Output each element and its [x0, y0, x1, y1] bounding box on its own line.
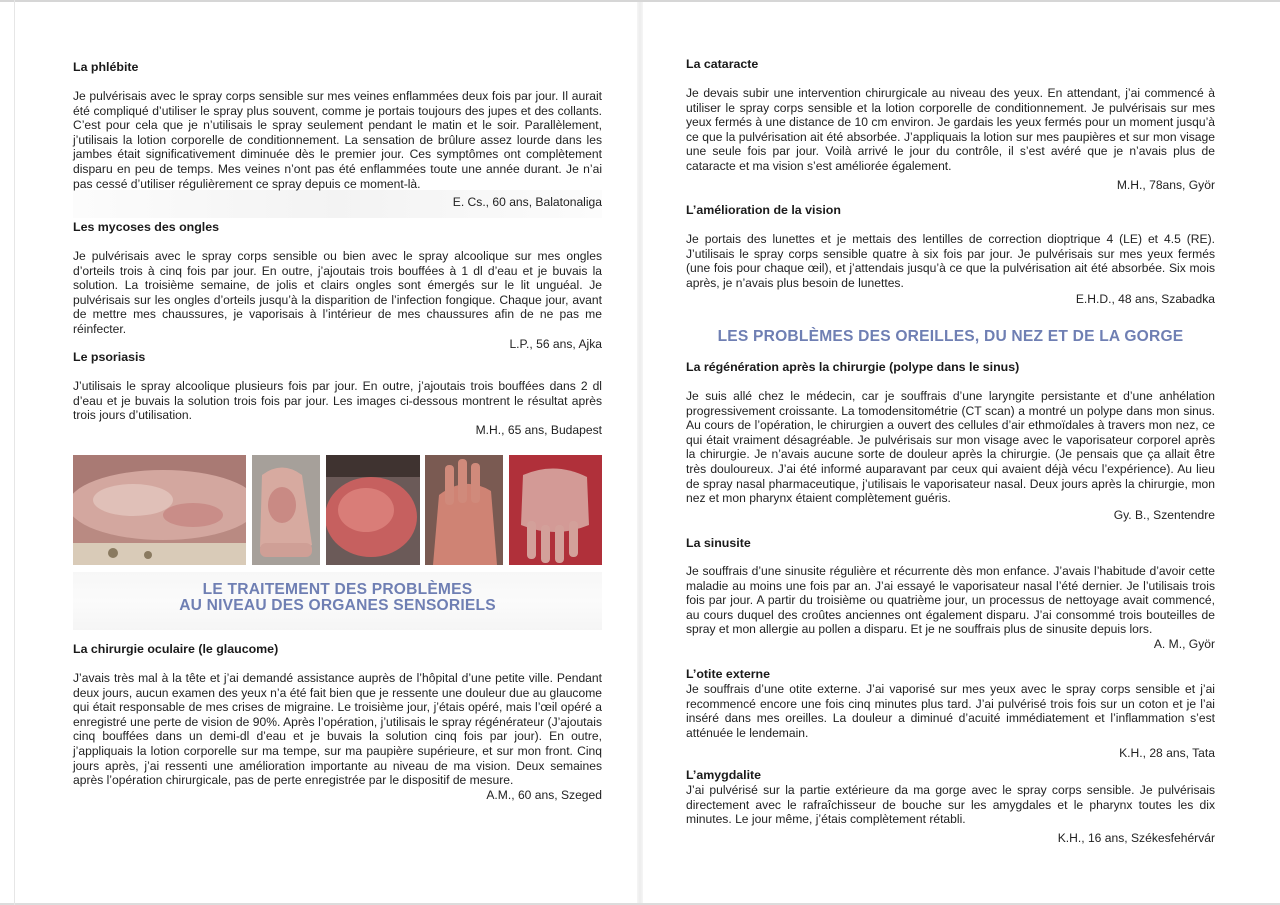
- section-title: L’amygdalite: [686, 768, 762, 782]
- testimonial-signature: M.H., 65 ans, Budapest: [475, 422, 602, 437]
- testimonial-text: J’utilisais le spray alcoolique plusieurs fois par jour. En outre, j’ajoutais trois bouffées dans 2 dl d’eau et je buvais la solution trois fois par jour. Les images ci-dessous montrent le résultat après trois jours d’utilisation.: [73, 379, 602, 423]
- testimonial-otitis: [686, 667, 1215, 761]
- section-title: L’amélioration de la vision: [686, 203, 841, 217]
- section-heading-line1: LE TRAITEMENT DES PROBLÈMES: [202, 581, 473, 598]
- testimonial-signature: A.M., 60 ans, Szeged: [486, 787, 602, 802]
- section-title: Le psoriasis: [73, 350, 146, 364]
- testimonial-cataract: [686, 57, 1215, 193]
- testimonial-nail-fungus: [73, 220, 602, 352]
- testimonial-vision: [686, 203, 1215, 307]
- testimonial-text: Je souffrais d’une otite externe. J’ai vaporisé sur mes yeux avec le spray corps sensible et j’ai recommencé encore une fois cinq minutes plus tard. J’ai pulvérisé trois fois sur un coton et je l’ai inséré dans mes oreilles. La douleur a diminué d’acuité immédiatement et l’inflammation s’est atténuée le lendemain.: [686, 682, 1215, 740]
- testimonial-sinus-polyp: [686, 360, 1215, 523]
- psoriasis-photo-strip: [73, 455, 602, 565]
- testimonial-text: J’avais très mal à la tête et j’ai demandé assistance auprès de l’hôpital d’une petite ville. Pendant deux jours, aucun examen des yeux n’a été fait bien que je ressente une douleur due au glaucome qui était responsable de mes crises de migraine. Le troisième jour, j’étais opéré, mais l’œil opéré a enregistré une perte de vision de 90%. Après l’opération, j’utilisais le spray régénérateur (J’ajoutais cinq bouffées dans un demi-dl d’eau et je buvais la solution cinq fois par jour). En outre, j’appliquais la lotion corporelle sur ma tempe, sur ma paupière supérieure, et sur mon front. Cinq jours après, j’ai ressenti une amélioration importante au niveau de ma vision. Deux semaines après l’opération chirurgicale, pas de perte enregistrée par le dispositif de mesure.: [73, 671, 602, 788]
- section-title: La régénération après la chirurgie (polype dans le sinus): [686, 360, 1020, 374]
- testimonial-text: Je souffrais d’une sinusite régulière et récurrente dès mon enfance. J’avais l’habitude d’avoir cette maladie au moins une fois par an. J’ai essayé le vaporisateur nasal l’été dernier. Je l’utilisais trois fois par jour. A partir du troisième ou quatrième jour, un processus de nettoyage avait commencé, au cours duquel des croûtes anciennes ont également disparu. J’ai consommé trois bouteilles de spray et mon allergie au pollen a disparu. Et je ne souffrais plus de sinusite depuis lors.: [686, 564, 1215, 637]
- section-title: La phlébite: [73, 60, 139, 74]
- testimonial-glaucoma: [73, 642, 602, 803]
- page-edge-top: [0, 0, 640, 2]
- testimonial-signature: Gy. B., Szentendre: [1113, 507, 1215, 522]
- testimonial-signature: L.P., 56 ans, Ajka: [509, 336, 602, 351]
- section-title: L’otite externe: [686, 667, 771, 681]
- testimonial-text: J’ai pulvérisé sur la partie extérieure da ma gorge avec le spray corps sensible. Je pulvérisais directement avec le rafraîchisseur de bouche sur les amygdales et le pharynx toutes les dix minutes. Le jour même, j’étais complètement rétabli.: [686, 783, 1215, 827]
- section-title: Les mycoses des ongles: [73, 220, 220, 234]
- section-heading-line2: AU NIVEAU DES ORGANES SENSORIELS: [179, 597, 496, 614]
- section-title: La sinusite: [686, 536, 751, 550]
- testimonial-text: Je pulvérisais avec le spray corps sensible ou bien avec le spray alcoolique sur mes ongles d’orteils trois à cinq fois par jour. En outre, j’ajoutais trois bouffées à 1 dl d’eau et je buvais la solution. La troisième semaine, de jolis et clairs ongles sont émergés sur le lit unguéal. Je pulvérisais sur les ongles d’orteils jusqu’à la disparition de l’infection fongique. Chaque jour, avant de mettre mes chaussures, je vaporisais à l’intérieur de mes chaussures afin de ne pas me réinfecter.: [73, 249, 602, 336]
- testimonial-signature: K.H., 28 ans, Tata: [1119, 746, 1215, 761]
- testimonial-text: Je suis allé chez le médecin, car je souffrais d’une laryngite persistante et d’une anhélation progressivement croissante. La tomodensitométrie (CT scan) a montré un polype dans mon sinus. Au cours de l’opération, le chirurgien a ouvert des cellules d’air ethmoïdales à travers mon nez, ce qui était vraiment désagréable. Je pulvérisais sur mon visage avec le vaporisateur corporel après la chirurgie. Je n’avais aucune sorte de douleur après la chirurgie. (Je pensais que ça allait être très douloureux. J’ai été informé auparavant par ceux qui avaient déjà vécu l’expérience). Au lieu de spray nasal pharmaceutique, j’utilisais le vaporisateur nasal. Deux jours après la chirurgie, mon nez et mon pharynx étaient complètement guéris.: [686, 389, 1215, 506]
- page-edge-top: [640, 0, 1280, 2]
- section-title: La cataracte: [686, 57, 759, 71]
- psoriasis-foot-photo: [252, 455, 320, 565]
- testimonial-phlebitis: [73, 60, 602, 210]
- testimonial-signature: A. M., Györ: [1153, 636, 1215, 651]
- testimonial-psoriasis: [73, 350, 602, 438]
- psoriasis-hand-back-photo: [509, 455, 602, 565]
- psoriasis-heel-photo: [326, 455, 420, 565]
- section-title: La chirurgie oculaire (le glaucome): [73, 642, 279, 656]
- testimonial-text: Je pulvérisais avec le spray corps sensible sur mes veines enflammées deux fois par jour. Il aurait été compliqué d’utiliser le spray plus souvent, comme je portais toujours des jupes et des collants. C’est pour cela que je n’utilisais le spray seulement pendant le matin et le soir. Parallèlement, j’utilisais la lotion corporelle de conditionnement. La sensation de brûlure assez lourde dans les jambes était significativement diminuée dès le premier jour. Ces symptômes ont complètement disparu en peu de temps. Mes veines n’ont pas été enflammées toute une année durant. Je n’ai pas cessé d’utiliser régulièrement ce spray depuis ce moment-là.: [73, 89, 602, 191]
- testimonial-text: Je devais subir une intervention chirurgicale au niveau des yeux. En attendant, j’ai commencé à utiliser le spray corps sensible et la lotion corporelle de conditionnement. Je pulvérisais sur mes yeux fermés à une distance de 10 cm environ. Je gardais les yeux fermés pour un moment jusqu’à ce que la pulvérisation ait été absorbée. J’appliquais la lotion sur mes paupières et sur mon visage une seule fois par jour. Voilà arrivé le jour du contrôle, il s’est avéré que je n’avais plus de cataracte et ma vision s’est améliorée également.: [686, 86, 1215, 173]
- testimonial-signature: M.H., 78ans, Györ: [1116, 177, 1215, 192]
- section-heading-ent: LES PROBLÈMES DES OREILLES, DU NEZ ET DE LA GORGE: [717, 328, 1184, 345]
- section-heading-sensory-organs: [73, 582, 602, 614]
- testimonial-text: Je portais des lunettes et je mettais des lentilles de correction dioptrique 4 (LE) et 4.5 (RE). J’utilisais le spray corps sensible quatre à six fois par jour. Je pulvérisais sur mes yeux fermés (une fois pour chaque œil), et j’attendais jusqu’à ce que la pulvérisation ait été absorbée. Six mois après, je n’avais plus besoin de lunettes.: [686, 232, 1215, 290]
- testimonial-signature: K.H., 16 ans, Székesfehérvár: [1057, 830, 1215, 845]
- page-edge-left: [14, 0, 15, 905]
- psoriasis-skin-photo: [73, 455, 246, 565]
- testimonial-signature: E. Cs., 60 ans, Balatonaliga: [452, 195, 602, 210]
- testimonial-tonsillitis: [686, 768, 1215, 846]
- right-page: [640, 0, 1280, 905]
- testimonial-signature: E.H.D., 48 ans, Szabadka: [1075, 292, 1215, 307]
- testimonial-sinusitis: [686, 536, 1215, 652]
- psoriasis-hand-photo: [425, 455, 503, 565]
